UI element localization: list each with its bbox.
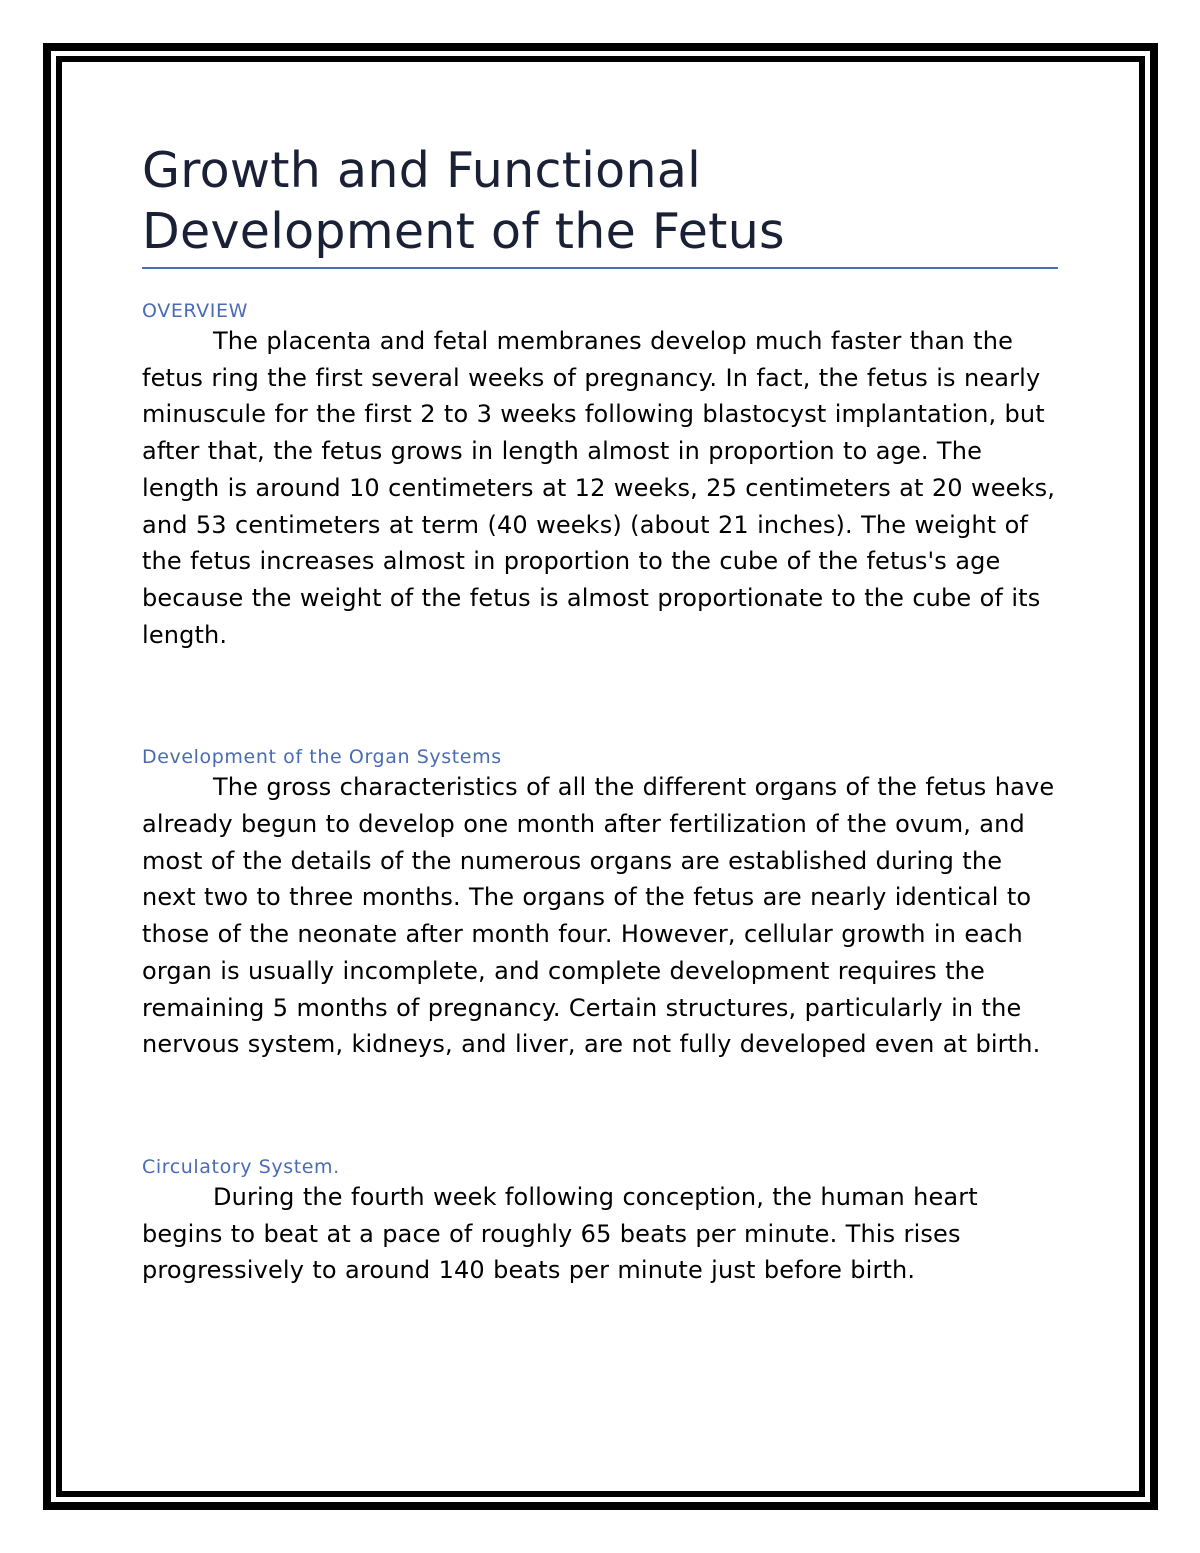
title-line-2: Development of the Fetus [142, 203, 785, 260]
title-line-1: Growth and Functional [142, 142, 702, 199]
section-body-organ-systems: The gross characteristics of all the different organs of the fetus have already begun to develop one month after fertilization of the ovum, and most of the details of the numerous organs are established during the next two to three months. The organs of the fetus are nearly identical to those of the neonate after month four. However, cellular growth in each organ is usually incomplete, and complete development requires the remaining 5 months of pregnancy. Certain structures, particularly in the nervous system, kidneys, and liver, are not fully developed even at birth. [142, 773, 1055, 1059]
section-body-overview: The placenta and fetal membranes develop much faster than the fetus ring the first several weeks of pregnancy. In fact, the fetus is nearly minuscule for the first 2 to 3 weeks following blastocyst implantation, but after that, the fetus grows in length almost in proportion to age. The length is around 10 centimeters at 12 weeks, 25 centimeters at 20 weeks, and 53 centimeters at term (40 weeks) (about 21 inches). The weight of the fetus increases almost in proportion to the cube of the fetus's age because the weight of the fetus is almost proportionate to the cube of its length. [142, 327, 1056, 649]
document-body [142, 140, 1060, 1289]
section-heading-overview: OVERVIEW [142, 300, 248, 322]
document-title [142, 140, 1060, 262]
section-heading-circulatory-system: Circulatory System. [142, 1155, 340, 1178]
section-heading-organ-systems: Development of the Organ Systems [142, 746, 502, 769]
title-underline [142, 267, 1058, 269]
section-body-circulatory-system: During the fourth week following conception, the human heart begins to beat at a pace of roughly 65 beats per minute. This rises progressively to around 140 beats per minute just before birth. [142, 1182, 978, 1285]
